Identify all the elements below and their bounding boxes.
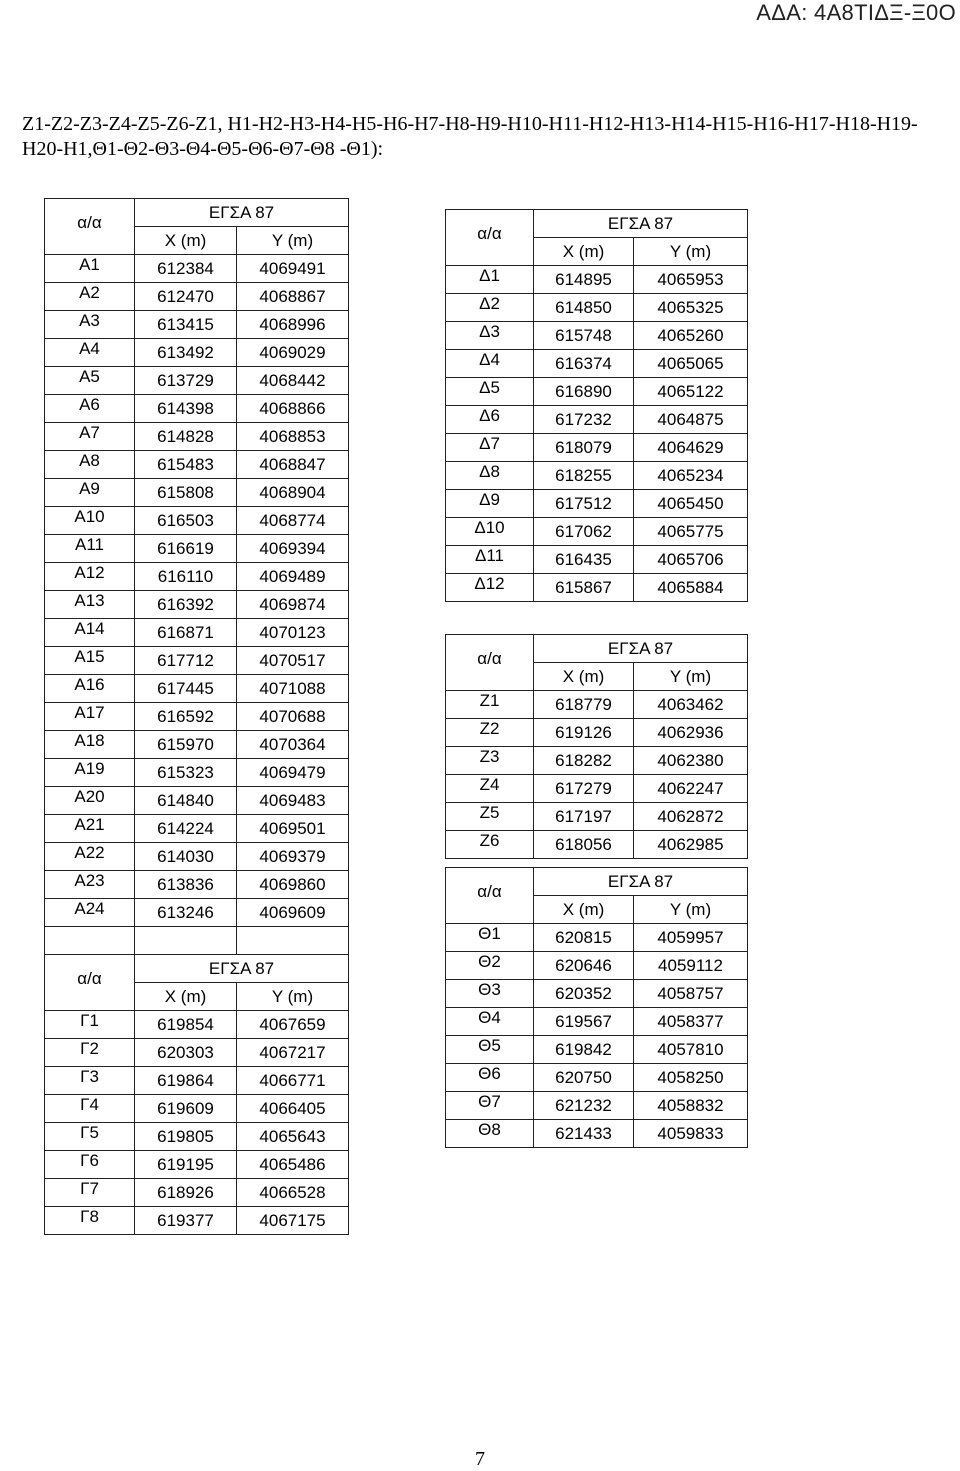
x-value: 618255 — [534, 462, 634, 490]
point-label: Α21 — [45, 815, 135, 843]
table-row — [446, 574, 748, 602]
table-row — [45, 339, 349, 367]
table-th-body — [446, 924, 748, 1148]
table-row — [45, 1011, 349, 1039]
table-row — [45, 591, 349, 619]
table-row — [45, 619, 349, 647]
table-row — [45, 1179, 349, 1207]
table-row — [45, 871, 349, 899]
table-row — [446, 831, 748, 859]
coordinates-table-z — [445, 634, 748, 859]
label-header: α/α — [446, 210, 534, 266]
table-row — [45, 899, 349, 927]
table-row — [45, 507, 349, 535]
y-value: 4070517 — [237, 647, 349, 675]
y-value: 4068442 — [237, 367, 349, 395]
blank-row — [45, 927, 349, 955]
table-row — [45, 283, 349, 311]
point-label: Α10 — [45, 507, 135, 535]
x-value: 618282 — [534, 747, 634, 775]
x-value: 614030 — [135, 843, 237, 871]
x-value: 619854 — [135, 1011, 237, 1039]
y-value: 4069489 — [237, 563, 349, 591]
x-value: 616871 — [135, 619, 237, 647]
y-value: 4069501 — [237, 815, 349, 843]
header-row — [446, 635, 748, 663]
x-value: 615323 — [135, 759, 237, 787]
point-label: Α12 — [45, 563, 135, 591]
x-value: 620815 — [534, 924, 634, 952]
x-value: 614895 — [534, 266, 634, 294]
table-row — [45, 535, 349, 563]
x-value: 615808 — [135, 479, 237, 507]
x-value: 613415 — [135, 311, 237, 339]
y-value: 4068867 — [237, 283, 349, 311]
y-value: 4068847 — [237, 451, 349, 479]
point-label: Α6 — [45, 395, 135, 423]
x-value: 614398 — [135, 395, 237, 423]
point-label: Γ7 — [45, 1179, 135, 1207]
x-value: 614828 — [135, 423, 237, 451]
point-label: Δ3 — [446, 322, 534, 350]
table-row — [446, 803, 748, 831]
table-row — [45, 367, 349, 395]
x-value: 615867 — [534, 574, 634, 602]
point-label: Α3 — [45, 311, 135, 339]
point-label: Ζ6 — [446, 831, 534, 859]
x-value: 616435 — [534, 546, 634, 574]
blank-cell — [45, 927, 135, 955]
table-z-body — [446, 691, 748, 859]
point-label: Δ2 — [446, 294, 534, 322]
x-value: 617712 — [135, 647, 237, 675]
point-label: Α18 — [45, 731, 135, 759]
table-row — [446, 1064, 748, 1092]
system-header: ΕΓΣΑ 87 — [534, 868, 748, 896]
point-label: Α2 — [45, 283, 135, 311]
point-label: Α23 — [45, 871, 135, 899]
header-row — [446, 210, 748, 238]
point-label: Ζ3 — [446, 747, 534, 775]
point-label: Γ2 — [45, 1039, 135, 1067]
point-label: Α4 — [45, 339, 135, 367]
y-value: 4065325 — [634, 294, 748, 322]
point-label: Α20 — [45, 787, 135, 815]
table-row — [45, 731, 349, 759]
table-row — [45, 703, 349, 731]
x-value: 617279 — [534, 775, 634, 803]
table-row — [45, 395, 349, 423]
y-header: Y (m) — [237, 983, 349, 1011]
y-value: 4065486 — [237, 1151, 349, 1179]
y-value: 4058832 — [634, 1092, 748, 1120]
y-value: 4069609 — [237, 899, 349, 927]
x-value: 620303 — [135, 1039, 237, 1067]
y-value: 4070688 — [237, 703, 349, 731]
y-header: Y (m) — [634, 663, 748, 691]
x-value: 613836 — [135, 871, 237, 899]
point-label: Θ1 — [446, 924, 534, 952]
y-value: 4069491 — [237, 255, 349, 283]
table-row — [45, 563, 349, 591]
x-value: 614840 — [135, 787, 237, 815]
table-row — [446, 490, 748, 518]
x-value: 620750 — [534, 1064, 634, 1092]
y-value: 4059957 — [634, 924, 748, 952]
y-value: 4066405 — [237, 1095, 349, 1123]
point-label: Γ1 — [45, 1011, 135, 1039]
x-value: 613246 — [135, 899, 237, 927]
table-row — [45, 1095, 349, 1123]
x-value: 616592 — [135, 703, 237, 731]
table-row — [446, 775, 748, 803]
table-row — [45, 311, 349, 339]
x-value: 620646 — [534, 952, 634, 980]
y-value: 4069479 — [237, 759, 349, 787]
ada-code: ΑΔΑ: 4Α8ΤΙΔΞ-Ξ0Ο — [756, 0, 956, 25]
x-value: 619126 — [534, 719, 634, 747]
table-row — [446, 691, 748, 719]
point-label: Δ9 — [446, 490, 534, 518]
table-row — [446, 1120, 748, 1148]
label-header: α/α — [446, 868, 534, 924]
x-value: 615970 — [135, 731, 237, 759]
point-label: Ζ5 — [446, 803, 534, 831]
x-header: X (m) — [534, 663, 634, 691]
intro-text: Ζ1-Ζ2-Ζ3-Ζ4-Ζ5-Ζ6-Ζ1, Η1-Η2-Η3-Η4-Η5-Η6-Η7-Η8-Η9-Η10-Η11-Η12-Η13-Η14-Η15-Η16-Η17-Η18-Η19- Η20-Η1,Θ1-Θ2-Θ3-Θ4-Θ5-Θ6-Θ7-Θ8 -Θ1): — [22, 113, 918, 160]
point-label: Α17 — [45, 703, 135, 731]
y-value: 4068774 — [237, 507, 349, 535]
point-label: Δ8 — [446, 462, 534, 490]
table-row — [446, 980, 748, 1008]
x-value: 616374 — [534, 350, 634, 378]
blank-cell — [237, 927, 349, 955]
table-row — [45, 255, 349, 283]
point-label: Α7 — [45, 423, 135, 451]
y-value: 4062936 — [634, 719, 748, 747]
table-g-body — [45, 1011, 349, 1235]
x-value: 614850 — [534, 294, 634, 322]
table-row — [446, 294, 748, 322]
point-label: Θ2 — [446, 952, 534, 980]
y-value: 4058250 — [634, 1064, 748, 1092]
point-label: Δ1 — [446, 266, 534, 294]
x-value: 616619 — [135, 535, 237, 563]
x-value: 618056 — [534, 831, 634, 859]
point-label: Θ6 — [446, 1064, 534, 1092]
y-value: 4064629 — [634, 434, 748, 462]
table-row — [45, 647, 349, 675]
point-label: Δ7 — [446, 434, 534, 462]
y-header: Y (m) — [237, 227, 349, 255]
y-value: 4065953 — [634, 266, 748, 294]
table-row — [45, 423, 349, 451]
x-value: 618779 — [534, 691, 634, 719]
table-row — [446, 924, 748, 952]
coordinates-table-d — [445, 209, 748, 602]
y-value: 4067217 — [237, 1039, 349, 1067]
y-value: 4068904 — [237, 479, 349, 507]
x-value: 618926 — [135, 1179, 237, 1207]
point-label: Ζ2 — [446, 719, 534, 747]
y-value: 4069483 — [237, 787, 349, 815]
y-value: 4065643 — [237, 1123, 349, 1151]
point-label: Α5 — [45, 367, 135, 395]
x-value: 617512 — [534, 490, 634, 518]
label-header: α/α — [45, 199, 135, 255]
table-row — [446, 1008, 748, 1036]
y-value: 4065884 — [634, 574, 748, 602]
table-row — [446, 350, 748, 378]
table-row — [446, 719, 748, 747]
y-header: Y (m) — [634, 238, 748, 266]
table-row — [446, 434, 748, 462]
point-label: Γ8 — [45, 1207, 135, 1235]
x-value: 619195 — [135, 1151, 237, 1179]
y-value: 4069874 — [237, 591, 349, 619]
x-value: 613492 — [135, 339, 237, 367]
system-header: ΕΓΣΑ 87 — [534, 210, 748, 238]
point-label: Δ11 — [446, 546, 534, 574]
x-value: 614224 — [135, 815, 237, 843]
x-value: 621232 — [534, 1092, 634, 1120]
table-row — [446, 952, 748, 980]
system-header: ΕΓΣΑ 87 — [534, 635, 748, 663]
table-row — [45, 759, 349, 787]
x-header: X (m) — [534, 238, 634, 266]
y-value: 4064875 — [634, 406, 748, 434]
x-value: 617445 — [135, 675, 237, 703]
x-value: 615483 — [135, 451, 237, 479]
y-value: 4065234 — [634, 462, 748, 490]
y-value: 4065065 — [634, 350, 748, 378]
point-label: Θ5 — [446, 1036, 534, 1064]
table-row — [446, 747, 748, 775]
x-value: 617197 — [534, 803, 634, 831]
x-value: 618079 — [534, 434, 634, 462]
header-row — [45, 199, 349, 227]
y-value: 4062247 — [634, 775, 748, 803]
point-label: Α22 — [45, 843, 135, 871]
system-header: ΕΓΣΑ 87 — [135, 955, 349, 983]
point-label: Α9 — [45, 479, 135, 507]
y-value: 4062380 — [634, 747, 748, 775]
table-row — [45, 675, 349, 703]
x-value: 619842 — [534, 1036, 634, 1064]
table-row — [45, 1151, 349, 1179]
point-label: Α8 — [45, 451, 135, 479]
y-value: 4069860 — [237, 871, 349, 899]
coordinates-table-a-g — [44, 198, 349, 1235]
y-value: 4070123 — [237, 619, 349, 647]
point-label: Θ8 — [446, 1120, 534, 1148]
y-value: 4059112 — [634, 952, 748, 980]
point-label: Δ12 — [446, 574, 534, 602]
table-row — [446, 322, 748, 350]
table-row — [446, 1036, 748, 1064]
y-value: 4058757 — [634, 980, 748, 1008]
system-header: ΕΓΣΑ 87 — [135, 199, 349, 227]
y-value: 4067175 — [237, 1207, 349, 1235]
table-row — [446, 462, 748, 490]
point-label: Ζ1 — [446, 691, 534, 719]
table-row — [45, 1123, 349, 1151]
x-header: X (m) — [135, 983, 237, 1011]
y-value: 4067659 — [237, 1011, 349, 1039]
x-value: 616392 — [135, 591, 237, 619]
point-label: Δ10 — [446, 518, 534, 546]
y-value: 4063462 — [634, 691, 748, 719]
x-value: 619864 — [135, 1067, 237, 1095]
x-value: 615748 — [534, 322, 634, 350]
point-label: Α13 — [45, 591, 135, 619]
point-label: Ζ4 — [446, 775, 534, 803]
point-label: Α15 — [45, 647, 135, 675]
y-value: 4069029 — [237, 339, 349, 367]
table-row — [45, 451, 349, 479]
table-row — [446, 378, 748, 406]
point-label: Α24 — [45, 899, 135, 927]
point-label: Δ5 — [446, 378, 534, 406]
x-value: 619377 — [135, 1207, 237, 1235]
header-row — [446, 868, 748, 896]
y-value: 4070364 — [237, 731, 349, 759]
y-value: 4058377 — [634, 1008, 748, 1036]
x-value: 616503 — [135, 507, 237, 535]
y-value: 4065706 — [634, 546, 748, 574]
y-value: 4065775 — [634, 518, 748, 546]
x-value: 612470 — [135, 283, 237, 311]
y-value: 4069394 — [237, 535, 349, 563]
y-value: 4068866 — [237, 395, 349, 423]
x-value: 616890 — [534, 378, 634, 406]
y-value: 4059833 — [634, 1120, 748, 1148]
x-header: X (m) — [534, 896, 634, 924]
table-a-body — [45, 255, 349, 927]
table-row — [446, 546, 748, 574]
table-row — [446, 1092, 748, 1120]
table-row — [45, 1207, 349, 1235]
header-row — [45, 955, 349, 983]
x-value: 612384 — [135, 255, 237, 283]
y-value: 4065260 — [634, 322, 748, 350]
blank-cell — [135, 927, 237, 955]
page-number: 7 — [475, 1448, 485, 1470]
y-value: 4062872 — [634, 803, 748, 831]
table-row — [45, 479, 349, 507]
point-label: Α14 — [45, 619, 135, 647]
point-label: Θ4 — [446, 1008, 534, 1036]
point-label: Θ7 — [446, 1092, 534, 1120]
point-label: Γ4 — [45, 1095, 135, 1123]
x-value: 620352 — [534, 980, 634, 1008]
x-value: 616110 — [135, 563, 237, 591]
table-row — [45, 843, 349, 871]
table-d-body — [446, 266, 748, 602]
coordinates-table-th — [445, 867, 748, 1148]
point-label: Α11 — [45, 535, 135, 563]
y-value: 4071088 — [237, 675, 349, 703]
label-header: α/α — [45, 955, 135, 1011]
point-label: Γ3 — [45, 1067, 135, 1095]
y-value: 4065122 — [634, 378, 748, 406]
x-value: 619567 — [534, 1008, 634, 1036]
y-value: 4065450 — [634, 490, 748, 518]
y-value: 4068996 — [237, 311, 349, 339]
y-value: 4057810 — [634, 1036, 748, 1064]
y-value: 4066771 — [237, 1067, 349, 1095]
point-label: Α1 — [45, 255, 135, 283]
y-value: 4066528 — [237, 1179, 349, 1207]
x-value: 619609 — [135, 1095, 237, 1123]
table-row — [45, 787, 349, 815]
table-row — [45, 1067, 349, 1095]
table-row — [446, 406, 748, 434]
y-value: 4069379 — [237, 843, 349, 871]
y-value: 4068853 — [237, 423, 349, 451]
x-value: 621433 — [534, 1120, 634, 1148]
x-value: 619805 — [135, 1123, 237, 1151]
point-label: Θ3 — [446, 980, 534, 1008]
table-row — [45, 815, 349, 843]
x-value: 617062 — [534, 518, 634, 546]
y-header: Y (m) — [634, 896, 748, 924]
point-label: Α19 — [45, 759, 135, 787]
point-label: Δ4 — [446, 350, 534, 378]
x-value: 613729 — [135, 367, 237, 395]
point-label: Γ6 — [45, 1151, 135, 1179]
table-row — [446, 518, 748, 546]
table-row — [45, 1039, 349, 1067]
label-header: α/α — [446, 635, 534, 691]
point-label: Δ6 — [446, 406, 534, 434]
x-value: 617232 — [534, 406, 634, 434]
point-label: Γ5 — [45, 1123, 135, 1151]
point-label: Α16 — [45, 675, 135, 703]
y-value: 4062985 — [634, 831, 748, 859]
table-row — [446, 266, 748, 294]
x-header: X (m) — [135, 227, 237, 255]
